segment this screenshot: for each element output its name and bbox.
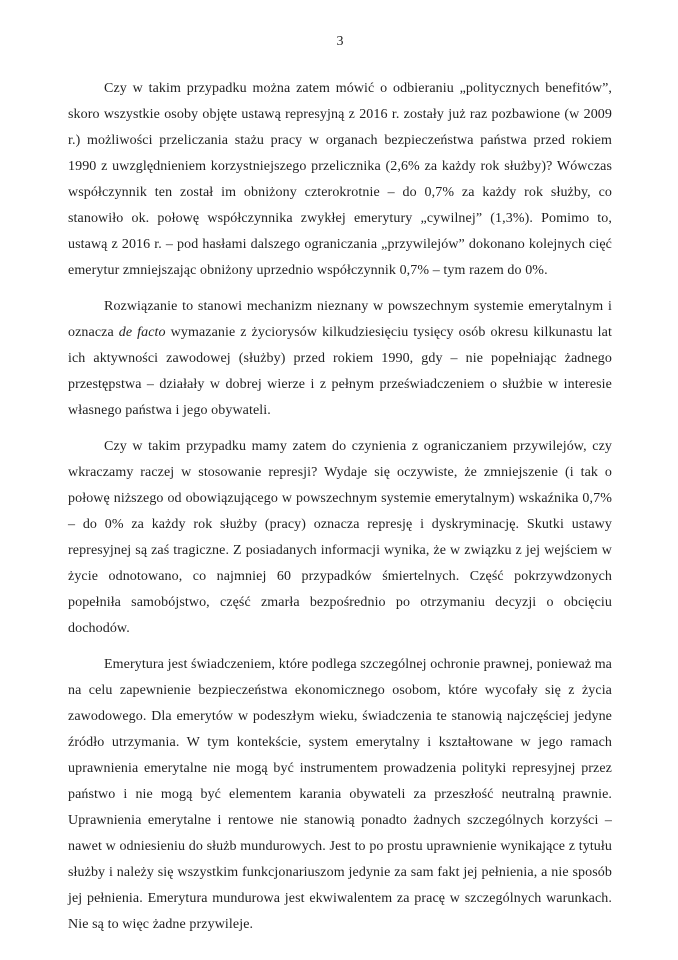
paragraph-4 [68,652,612,938]
latin-phrase-italic: de facto [118,325,166,340]
page-number: 3 [336,34,344,49]
paragraph-1 [68,76,612,284]
paragraph-2-text-pre: Rozwiązanie to stanowi mechanizm nieznany w powszechnym systemie emerytalnym i oznacza [68,299,612,340]
paragraph-3 [68,434,612,642]
document-body [68,76,612,938]
paragraph-1-text: Czy w takim przypadku można zatem mówić o odbieraniu „politycznych benefitów”, skoro wszystkie osoby objęte ustawą represyjną z 2016 r. zostały już raz pozbawione (w 2009 r.) możliwości przeliczania stażu pracy w organach bezpieczeństwa państwa przed rokiem 1990 z uwzględnieniem korzystniejszego przelicznika (2,6% za każdy rok służby)? Wówczas współczynnik ten został im obniżony czterokrotnie – do 0,7% za każdy rok służby, co stanowiło ok. połowę współczynnika zwykłej emerytury „cywilnej” (1,3%). Pomimo to, ustawą z 2016 r. – pod hasłami dalszego ograniczania „przywilejów” dokonano kolejnych cięć emerytur zmniejszając obniżony uprzednio współczynnik 0,7% – tym razem do 0%. [68,81,612,278]
paragraph-3-text: Czy w takim przypadku mamy zatem do czynienia z ograniczaniem przywilejów, czy wkraczamy raczej w stosowanie represji? Wydaje się oczywiste, że zmniejszenie (i tak o połowę niższego od obowiązującego w powszechnym systemie emerytalnym) wskaźnika 0,7% – do 0% za każdy rok służby (pracy) oznacza represję i dyskryminację. Skutki ustawy represyjnej są zaś tragiczne. Z posiadanych informacji wynika, że w związku z jej wejściem w życie odnotowano, co najmniej 60 przypadków śmiertelnych. Część pokrzywdzonych popełniła samobójstwo, część zmarła bezpośrednio po otrzymaniu decyzji o obcięciu dochodów. [68,439,612,636]
paragraph-2 [68,294,612,424]
paragraph-4-text: Emerytura jest świadczeniem, które podlega szczególnej ochronie prawnej, ponieważ ma na celu zapewnienie bezpieczeństwa ekonomicznego osobom, które wycofały się z życia zawodowego. Dla emerytów w podeszłym wieku, świadczenia te stanowią najczęściej jedyne źródło utrzymania. W tym kontekście, system emerytalny i kształtowane w jego ramach uprawnienia emerytalne nie mogą być instrumentem prowadzenia polityki represyjnej przez państwo i nie mogą być elementem karania obywateli za przeszłość neutralną prawnie. Uprawnienia emerytalne i rentowe nie stanowią ponadto żadnych szczególnych korzyści – nawet w odniesieniu do służb mundurowych. Jest to po prostu uprawnienie wynikające z tytułu służby i należy się wszystkim funkcjonariuszom jedynie za sam fakt jej pełnienia, a nie sposób jej pełnienia. Emerytura mundurowa jest ekwiwalentem za pracę w szczególnych warunkach. Nie są to więc żadne przywileje. [68,657,612,932]
paragraph-2-text-post: wymazanie z życiorysów kilkudziesięciu tysięcy osób okresu kilkunastu lat ich aktywności zawodowej (służby) przed rokiem 1990, gdy – nie popełniając żadnego przestępstwa – działały w dobrej wierze i z pełnym przeświadczeniem o służbie w interesie własnego państwa i jego obywateli. [68,325,612,418]
